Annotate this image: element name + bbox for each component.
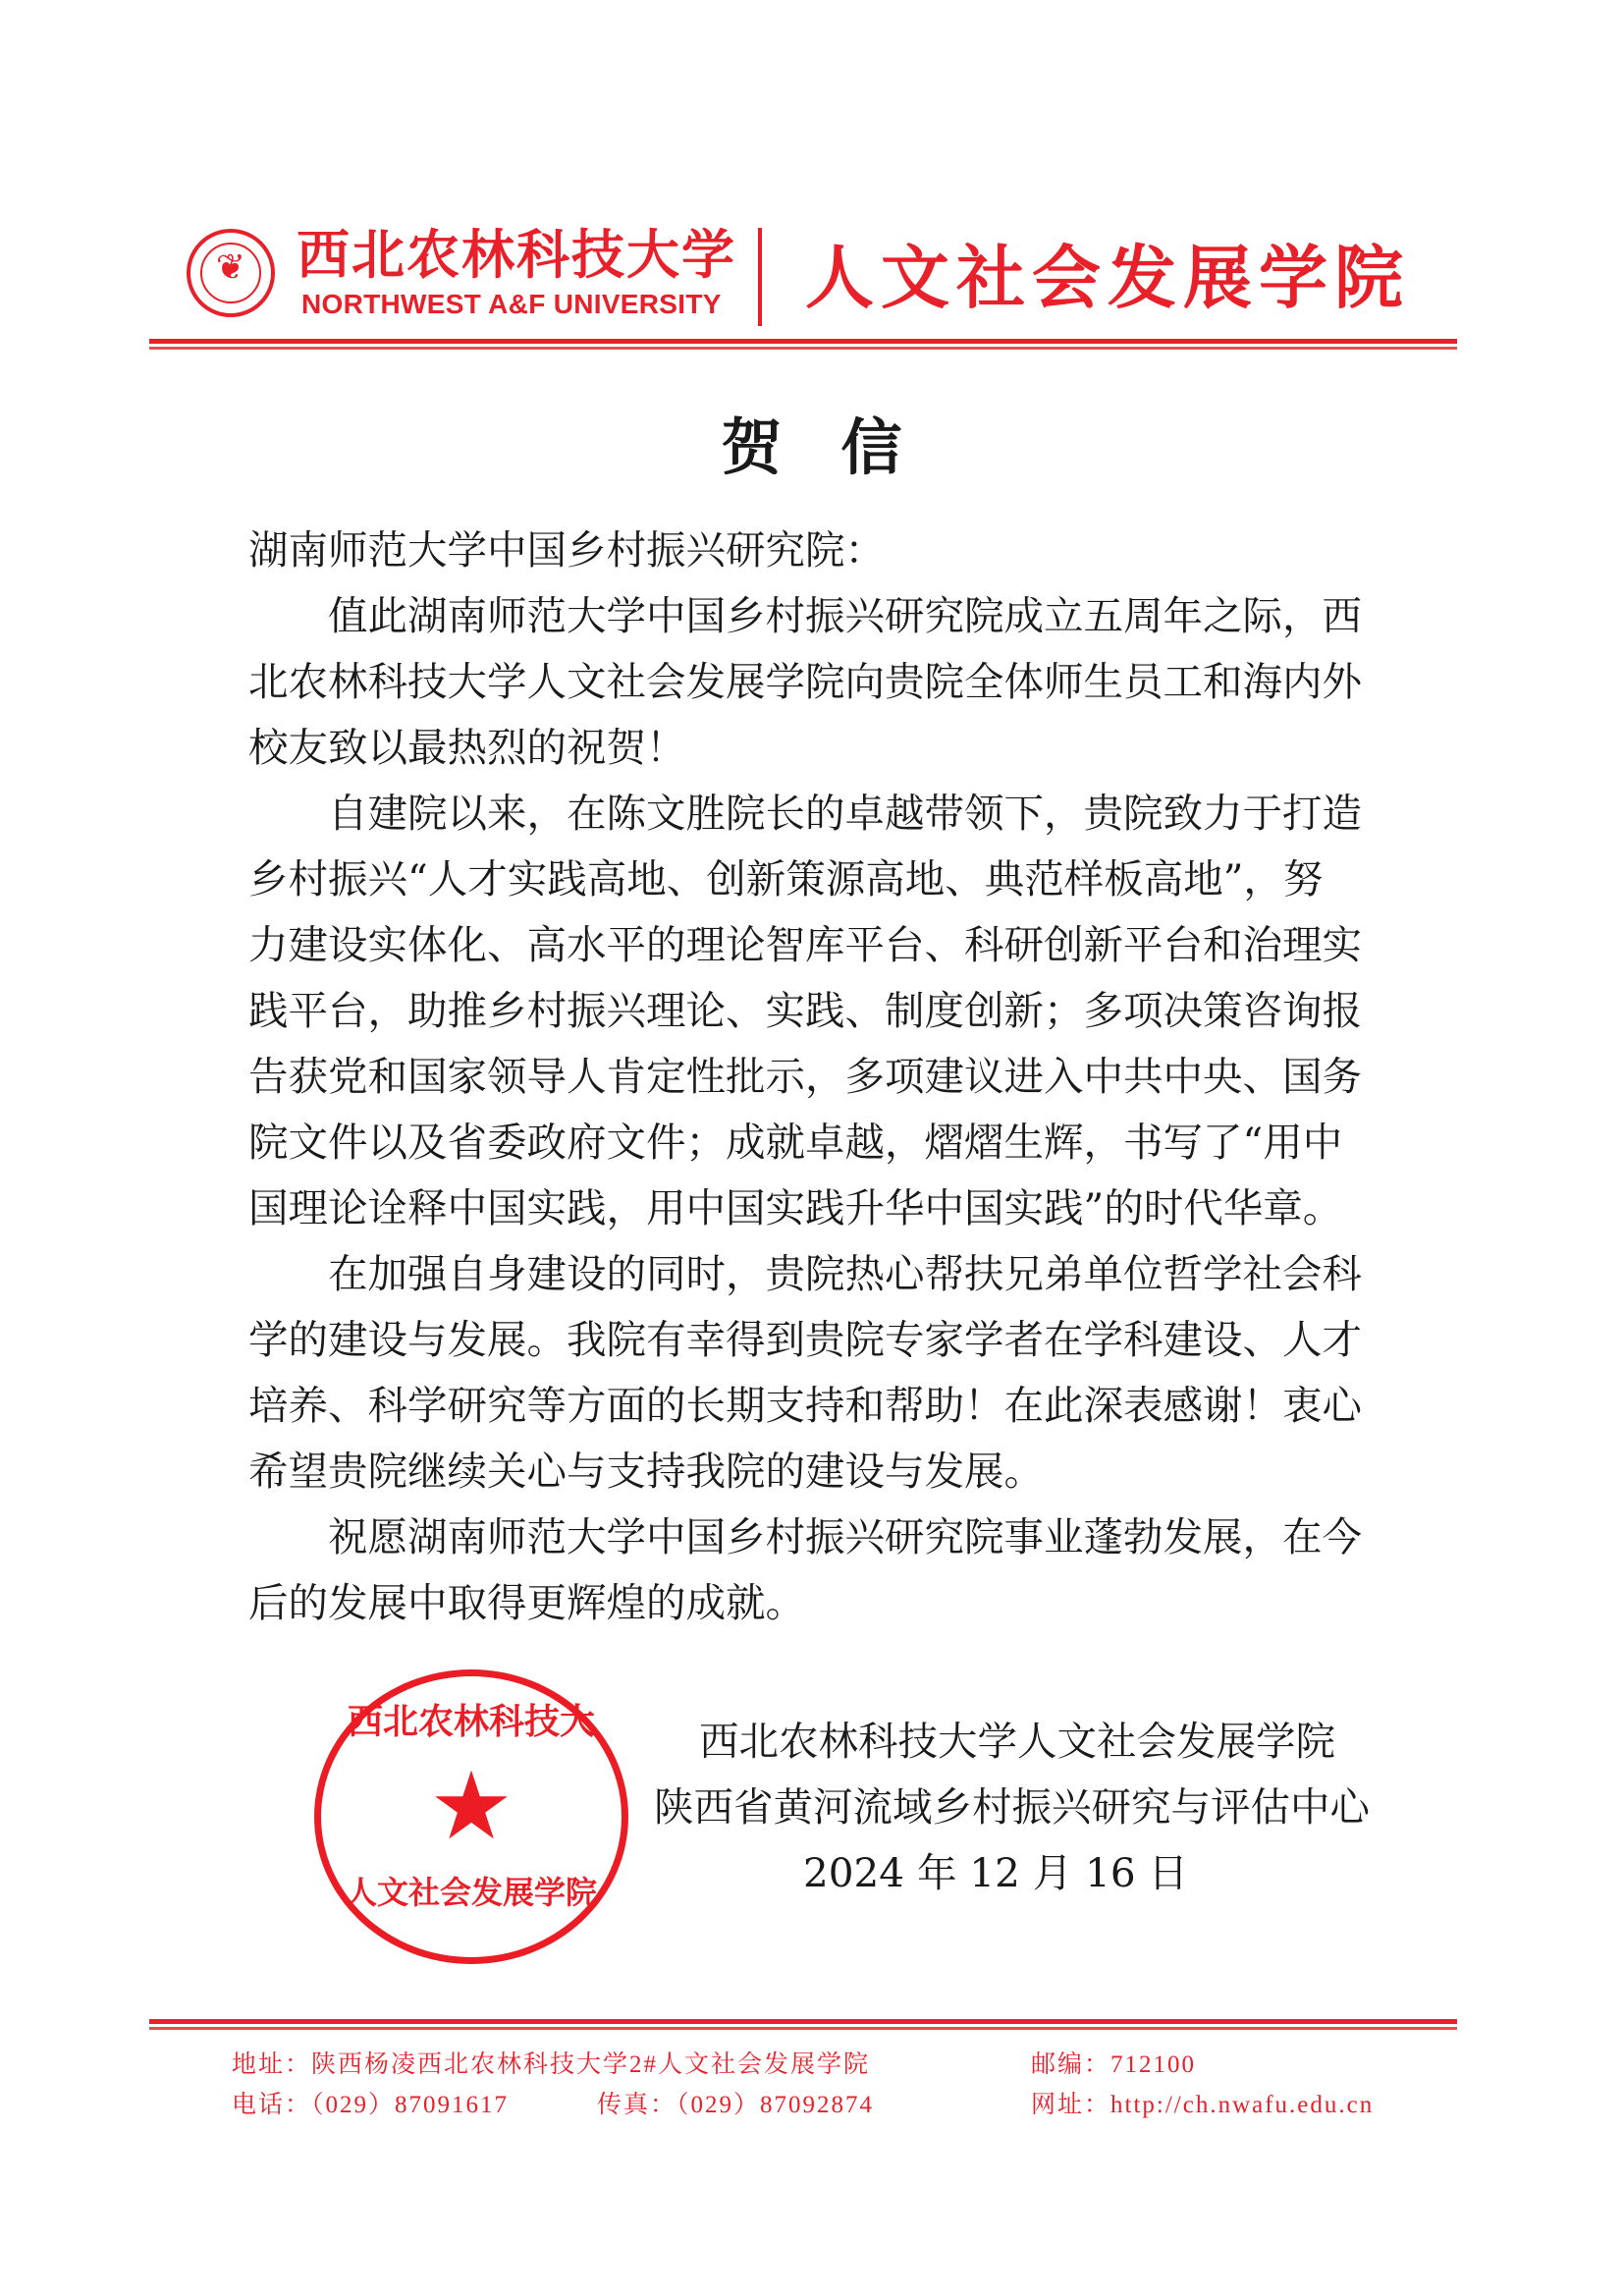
footer-phone: 电话：（029）87091617 (232, 2092, 510, 2118)
footer-address: 地址：陕西杨凌西北农林科技大学2#人文社会发展学院 (232, 2051, 871, 2078)
body-line: 乡村振兴“人才实践高地、创新策源高地、典范样板高地”，努 (248, 855, 1324, 902)
header-divider (758, 228, 762, 326)
signature-org1: 西北农林科技大学人文社会发展学院 (699, 1718, 1335, 1765)
body-line: 值此湖南师范大学中国乡村振兴研究院成立五周年之际，西 (248, 592, 1362, 639)
footer-rule (149, 2019, 1457, 2024)
footer-website[interactable]: 网址：http://ch.nwafu.edu.cn (1031, 2092, 1375, 2118)
salutation: 湖南师范大学中国乡村振兴研究院： (248, 526, 885, 574)
college-name: 人文社会发展学院 (805, 237, 1410, 318)
signature-date: 2024 年 12 月 16 日 (803, 1849, 1189, 1896)
body-line: 力建设实体化、高水平的理论智库平台、科研创新平台和治理实 (248, 921, 1362, 968)
official-seal (314, 1669, 628, 1964)
footer-rule-thin (149, 2027, 1457, 2030)
body-line: 校友致以最热烈的祝贺！ (248, 724, 686, 771)
signature-org2: 陕西省黄河流域乡村振兴研究与评估中心 (654, 1783, 1370, 1831)
body-line: 院文件以及省委政府文件；成就卓越，熠熠生辉，书写了“用中 (248, 1119, 1343, 1166)
body-line: 后的发展中取得更辉煌的成就。 (248, 1579, 805, 1626)
letter-title: 贺信 (721, 411, 961, 483)
seal-arc-text: 西北农林科技大 (347, 1701, 595, 1742)
university-name-cn: 西北农林科技大学 (297, 223, 736, 286)
body-line: 在加强自身建设的同时，贵院热心帮扶兄弟单位哲学社会科 (248, 1250, 1362, 1297)
university-logo (187, 229, 275, 317)
header-rule-thin (149, 347, 1457, 350)
footer-fax: 传真：（029）87092874 (597, 2092, 875, 2118)
body-line: 祝愿湖南师范大学中国乡村振兴研究院事业蓬勃发展，在今 (248, 1513, 1362, 1560)
body-line: 自建院以来，在陈文胜院长的卓越带领下，贵院致力于打造 (248, 790, 1362, 837)
header-rule (149, 339, 1457, 344)
body-line: 践平台，助推乡村振兴理论、实践、制度创新；多项决策咨询报 (248, 987, 1362, 1034)
body-line: 培养、科学研究等方面的长期支持和帮助！在此深表感谢！衷心 (248, 1382, 1362, 1429)
body-line: 告获党和国家领导人肯定性批示，多项建议进入中共中央、国务 (248, 1053, 1362, 1100)
university-name-en: NORTHWEST A&F UNIVERSITY (301, 289, 722, 319)
star-icon: ★ (428, 1751, 514, 1861)
seal-bottom-text: 人文社会发展学院 (345, 1874, 597, 1911)
body-line: 希望贵院继续关心与支持我院的建设与发展。 (248, 1448, 1044, 1495)
body-line: 学的建设与发展。我院有幸得到贵院专家学者在学科建设、人才 (248, 1316, 1362, 1363)
wheat-icon: ❦ (215, 247, 246, 288)
body-line: 北农林科技大学人文社会发展学院向贵院全体师生员工和海内外 (248, 658, 1362, 705)
body-line: 国理论诠释中国实践，用中国实践升华中国实践”的时代华章。 (248, 1184, 1343, 1231)
footer-postcode: 邮编：712100 (1031, 2051, 1197, 2078)
